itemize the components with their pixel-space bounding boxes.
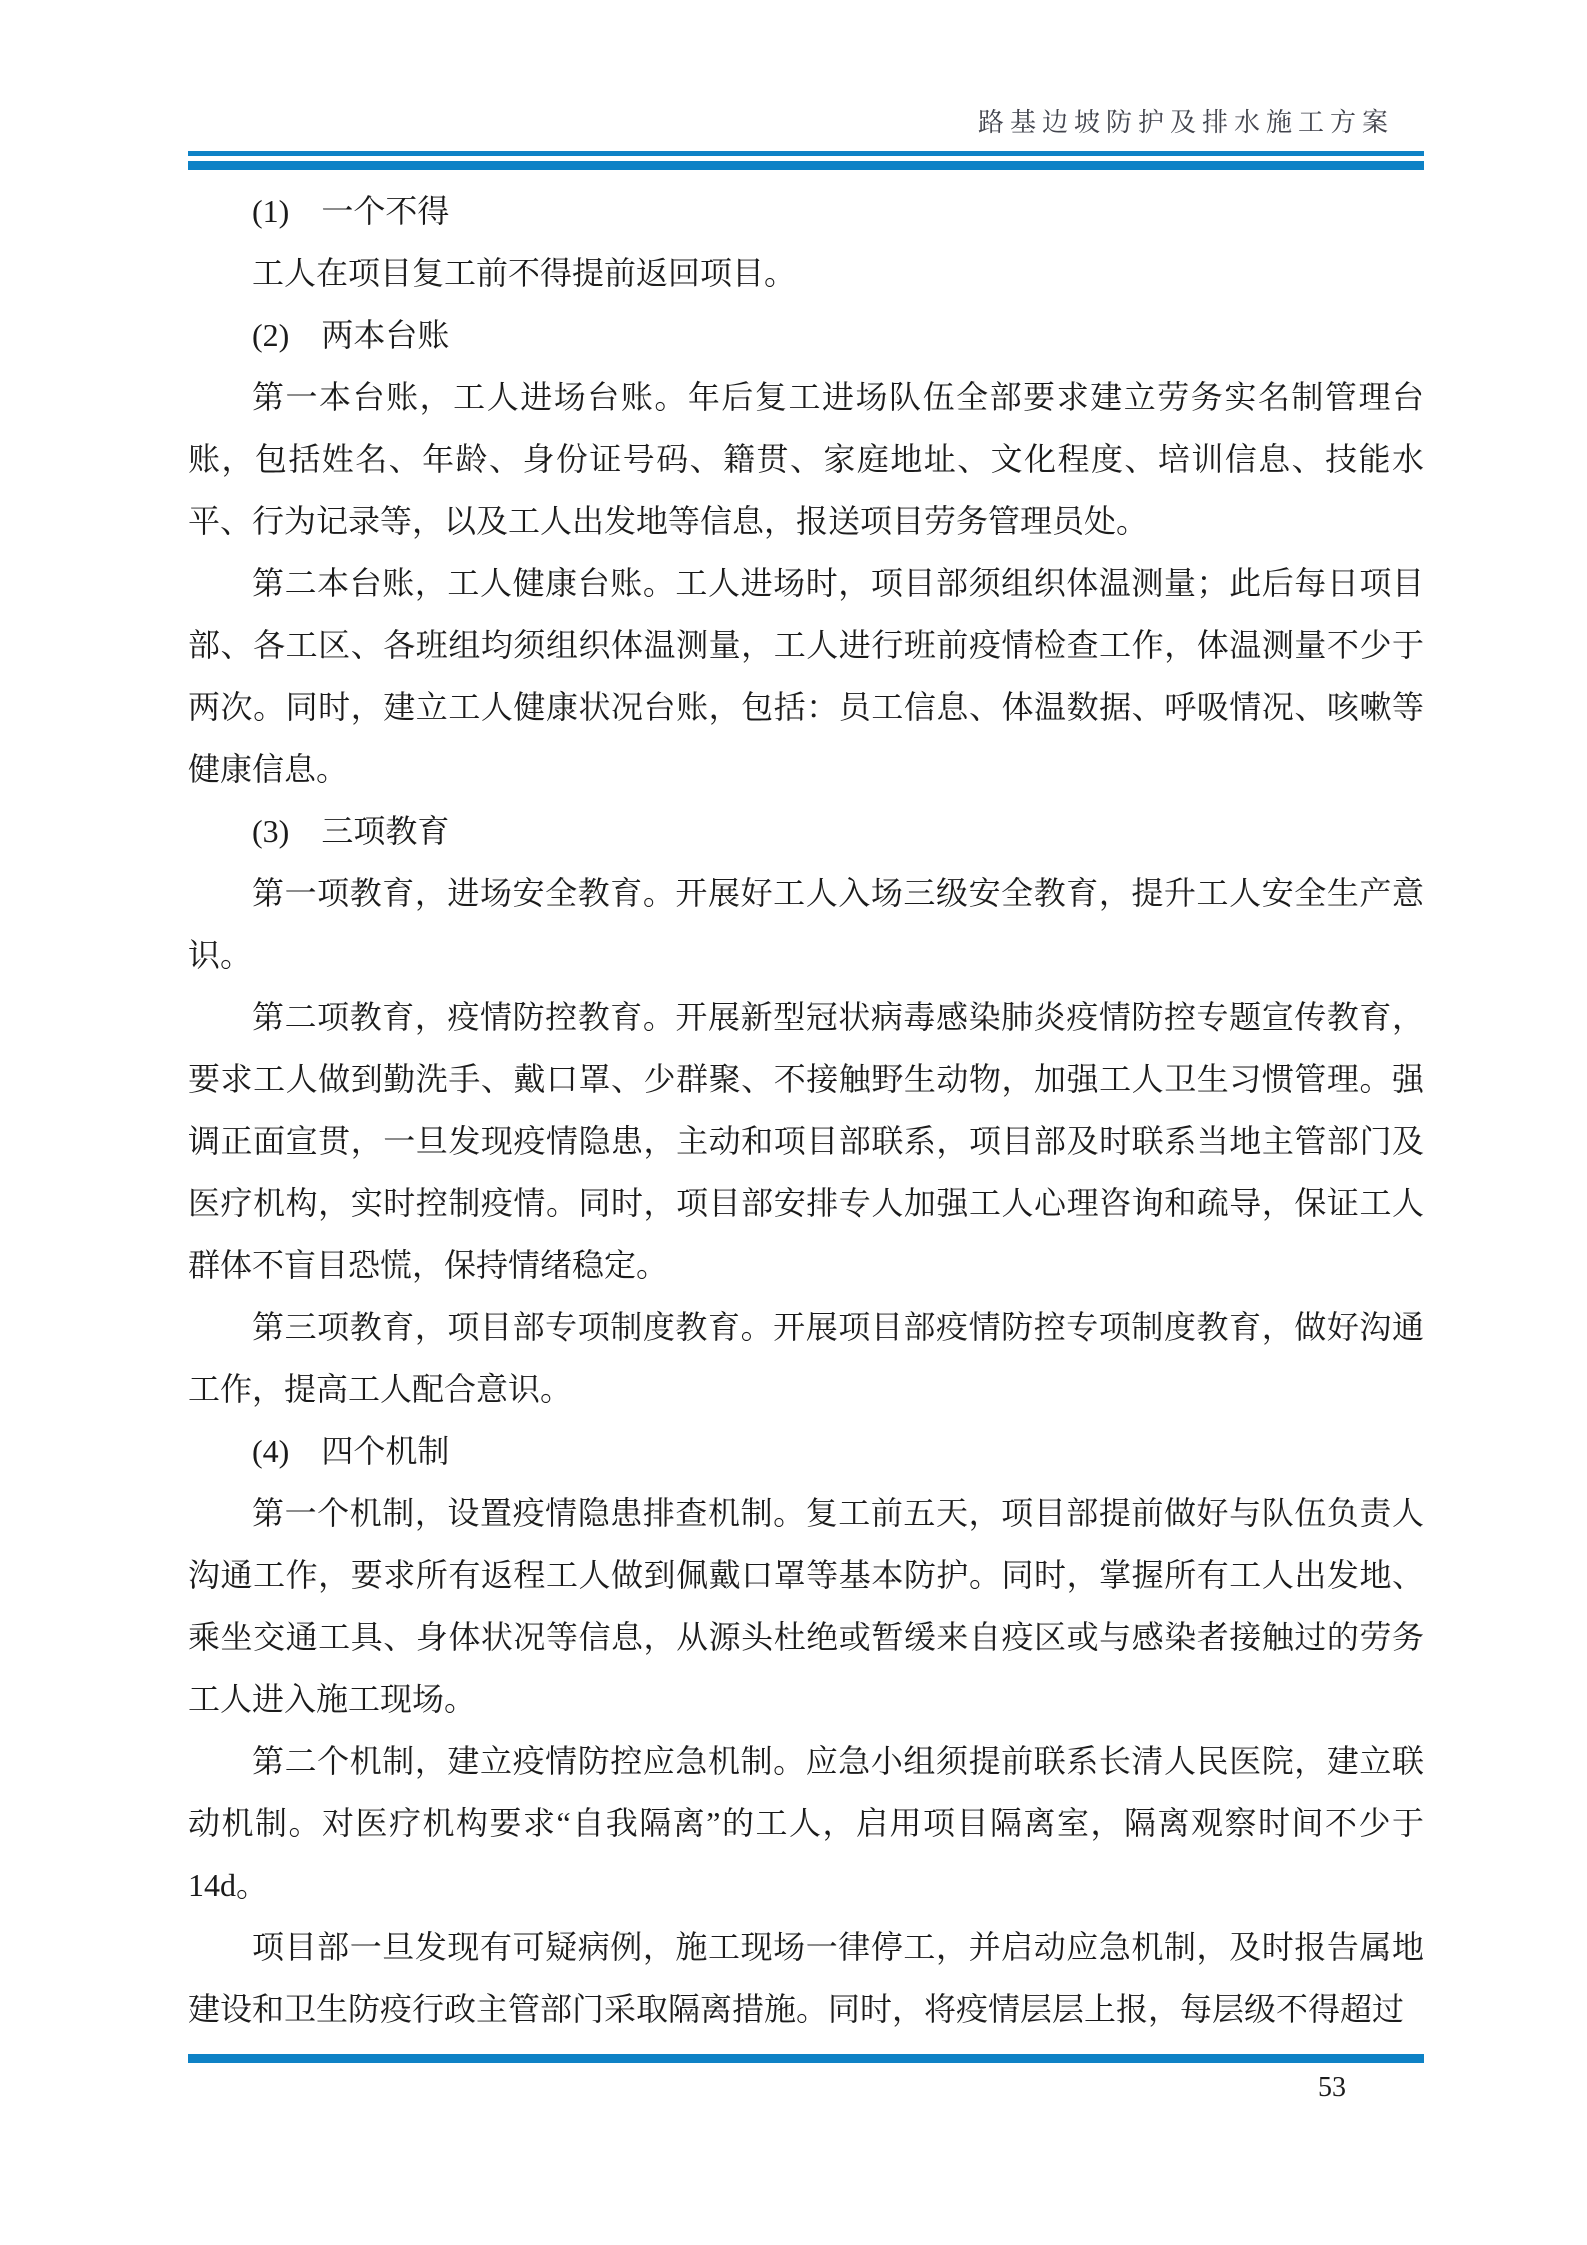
list-item-heading: (3) 三项教育 xyxy=(252,813,450,849)
list-item-heading: (1) 一个不得 xyxy=(252,193,450,229)
body-paragraph: 第一个机制，设置疫情隐患排查机制。复工前五天，项目部提前做好与队伍负责人沟通工作，要求所有返程工人做到佩戴口罩等基本防护。同时，掌握所有工人出发地、乘坐交通工具、身体状况等信息，从源头杜绝或暂缓来自疫区或与感染者接触过的劳务工人进入施工现场。 xyxy=(188,1495,1424,1717)
body-paragraph: 项目部一旦发现有可疑病例，施工现场一律停工，并启动应急机制，及时报告属地建设和卫生防疫行政主管部门采取隔离措施。同时，将疫情层层上报，每层级不得超过 xyxy=(188,1929,1424,2027)
page-footer xyxy=(188,2054,1424,2105)
list-item-heading: (2) 两本台账 xyxy=(252,317,450,353)
body-paragraph: 第二个机制，建立疫情防控应急机制。应急小组须提前联系长清人民医院，建立联动机制。对医疗机构要求“自我隔离”的工人，启用项目隔离室，隔离观察时间不少于14d。 xyxy=(188,1743,1424,1903)
header-rule-thick xyxy=(188,161,1424,170)
header-rule-thin xyxy=(188,151,1424,156)
body-paragraph: 第二本台账，工人健康台账。工人进场时，项目部须组织体温测量；此后每日项目部、各工区、各班组均须组织体温测量，工人进行班前疫情检查工作，体温测量不少于两次。同时，建立工人健康状况台账，包括：员工信息、体温数据、呼吸情况、咳嗽等健康信息。 xyxy=(188,565,1424,787)
page-number: 53 xyxy=(1318,2072,1346,2103)
footer-rule xyxy=(188,2054,1424,2063)
page-header xyxy=(188,0,1424,170)
header-title: 路基边坡防护及排水施工方案 xyxy=(977,108,1394,137)
body-paragraph: 第一本台账，工人进场台账。年后复工进场队伍全部要求建立劳务实名制管理台账，包括姓名、年龄、身份证号码、籍贯、家庭地址、文化程度、培训信息、技能水平、行为记录等，以及工人出发地等信息，报送项目劳务管理员处。 xyxy=(188,379,1424,539)
body-paragraph: 第三项教育，项目部专项制度教育。开展项目部疫情防控专项制度教育，做好沟通工作，提高工人配合意识。 xyxy=(188,1309,1424,1407)
list-item-heading: (4) 四个机制 xyxy=(252,1433,450,1469)
body-paragraph: 工人在项目复工前不得提前返回项目。 xyxy=(252,255,797,291)
body-paragraph: 第二项教育，疫情防控教育。开展新型冠状病毒感染肺炎疫情防控专题宣传教育，要求工人做到勤洗手、戴口罩、少群聚、不接触野生动物，加强工人卫生习惯管理。强调正面宣贯，一旦发现疫情隐患，主动和项目部联系，项目部及时联系当地主管部门及医疗机构，实时控制疫情。同时，项目部安排专人加强工人心理咨询和疏导，保证工人群体不盲目恐慌，保持情绪稳定。 xyxy=(188,999,1424,1283)
body-paragraph: 第一项教育，进场安全教育。开展好工人入场三级安全教育，提升工人安全生产意识。 xyxy=(188,875,1424,973)
document-body xyxy=(188,170,1424,2040)
